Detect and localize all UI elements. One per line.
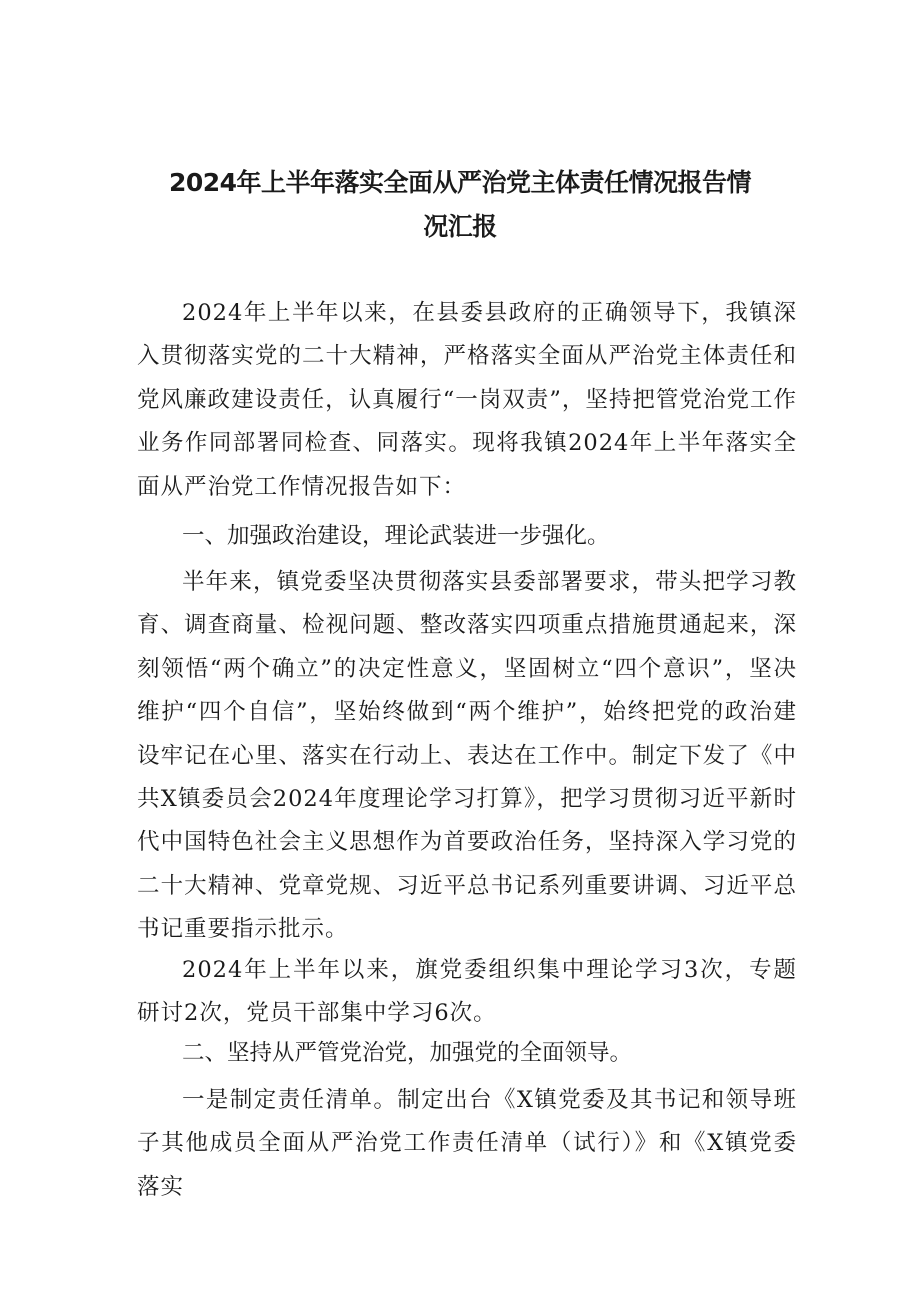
section-heading-1: 一、加强政治建设，理论武装进一步强化。	[182, 523, 610, 549]
section-1-paragraph-1: 半年来，镇党委坚决贯彻落实县委部署要求，带头把学习教育、调查商量、检视问题、整改落实四项重点措施贯通起来，深刻领悟“两个确立”的决定性意义，坚固树立“四个意识”，坚决维护“四个自信”，坚始终做到“两个维护”，始终把党的政治建设牢记在心里、落实在行动上、表达在工作中。制定下发了《中共X镇委员会2024年度理论学习打算》，把学习贯彻习近平新时代中国特色社会主义思想作为首要政治任务，坚持深入学习党的二十大精神、党章党规、习近平总书记系列重要讲调、习近平总书记重要指示批示。	[137, 569, 797, 943]
section-2-paragraph-1: 一是制定责任清单。制定出台《X镇党委及其书记和领导班子其他成员全面从严治党工作责任清单（试行）》和《X镇党委落实	[137, 1087, 797, 1200]
section-1-paragraph-2: 2024年上半年以来，旗党委组织集中理论学习3次，专题研讨2次，党员干部集中学习6次。	[137, 957, 797, 1027]
document-title-line-1: 2024年上半年落实全面从严治党主体责任情况报告情	[168, 168, 752, 197]
document-title-line-2: 况汇报	[423, 212, 497, 241]
intro-paragraph: 2024年上半年以来，在县委县政府的正确领导下，我镇深入贯彻落实党的二十大精神，严格落实全面从严治党主体责任和党风廉政建设责任，认真履行“一岗双责”，坚持把管党治党工作业务作同部署同检查、同落实。现将我镇2024年上半年落实全面从严治党工作情况报告如下：	[137, 300, 797, 500]
section-heading-2: 二、坚持从严管党治党，加强党的全面领导。	[182, 1040, 633, 1066]
